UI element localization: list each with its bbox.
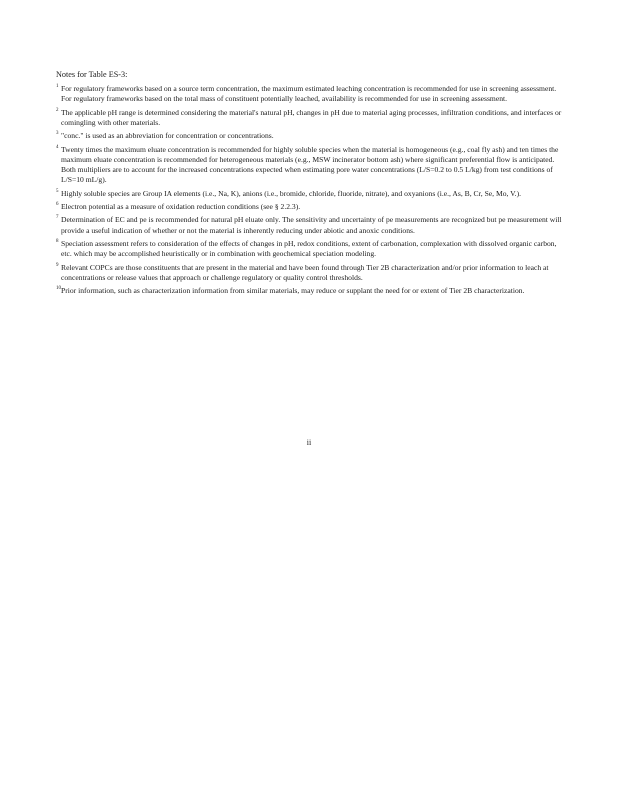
note-8 [56, 239, 562, 259]
note-number: 7 [56, 215, 59, 221]
note-number: 2 [56, 107, 59, 113]
note-number: 6 [56, 201, 59, 207]
note-number: 5 [56, 188, 59, 194]
note-text: For regulatory frameworks based on a source term concentration, the maximum estimated leaching concentration is recommended for use in screening assessment. For regulatory frameworks based on the total mass of constituent potentially leached, availability is recommended for use in screening assessment. [61, 84, 557, 104]
notes-heading: Notes for Table ES-3: [56, 70, 128, 79]
note-number: 9 [56, 262, 59, 268]
page-number: ii [306, 438, 312, 447]
note-text: Highly soluble species are Group IA elements (i.e., Na, K), anions (i.e., bromide, chloride, fluoride, nitrate), and oxyanions (i.e., As, B, Cr, Se, Mo, V.). [61, 188, 522, 198]
note-5 [56, 189, 562, 199]
note-6 [56, 202, 562, 212]
note-number: 10 [56, 286, 61, 292]
note-1 [56, 84, 562, 104]
note-10 [56, 286, 562, 296]
note-number: 3 [56, 131, 59, 137]
note-text: "conc." is used as an abbreviation for concentration or concentrations. [61, 131, 274, 141]
note-7 [56, 215, 562, 235]
note-number: 8 [56, 238, 59, 244]
note-4 [56, 145, 562, 186]
note-text: Electron potential as a measure of oxidation reduction conditions (see § 2.2.3). [61, 201, 301, 211]
note-text: The applicable pH range is determined considering the material's natural pH, changes in pH due to material aging processes, infiltration conditions, and interfaces or comingling with other materials. [61, 107, 562, 127]
note-text: Twenty times the maximum eluate concentration is recommended for highly soluble species when the material is homogeneous (e.g., coal fly ash) and ten times the maximum eluate concentration is recommended for heterogeneous materials (e.g., MSW incinerator bottom ash) where significant preferential flow is anticipated. Both multipliers are to account for the increased concentrations expected when estimating pore water concentrations (L/S=0.2 to 0.5 L/kg) from test conditions of L/S=10 mL/g). [61, 144, 559, 185]
note-3 [56, 131, 562, 141]
note-text: Speciation assessment refers to consideration of the effects of changes in pH, redox conditions, extent of carbonation, complexation with dissolved organic carbon, etc. which may be accomplished heuristically or in combination with geochemical speciation modeling. [61, 238, 557, 259]
note-number: 4 [56, 144, 59, 150]
note-9 [56, 263, 562, 283]
note-text: Relevant COPCs are those constituents that are present in the material and have been found through Tier 2B characterization and/or prior information to leach at concentrations or release values that approach or challenge regulatory or quality control thresholds. [61, 262, 549, 282]
note-number: 1 [56, 84, 59, 89]
note-2 [56, 108, 562, 128]
notes-list [56, 84, 562, 300]
note-text: Determination of EC and pe is recommended for natural pH eluate only. The sensitivity and uncertainty of pe measurements are recognized but pe measurement will provide a useful indication of whether or not the material is inherently reducing under abiotic and anoxic conditions. [61, 215, 562, 235]
note-text: Prior information, such as characterization information from similar materials, may reduce or supplant the need for or extent of Tier 2B characterization. [61, 286, 525, 296]
